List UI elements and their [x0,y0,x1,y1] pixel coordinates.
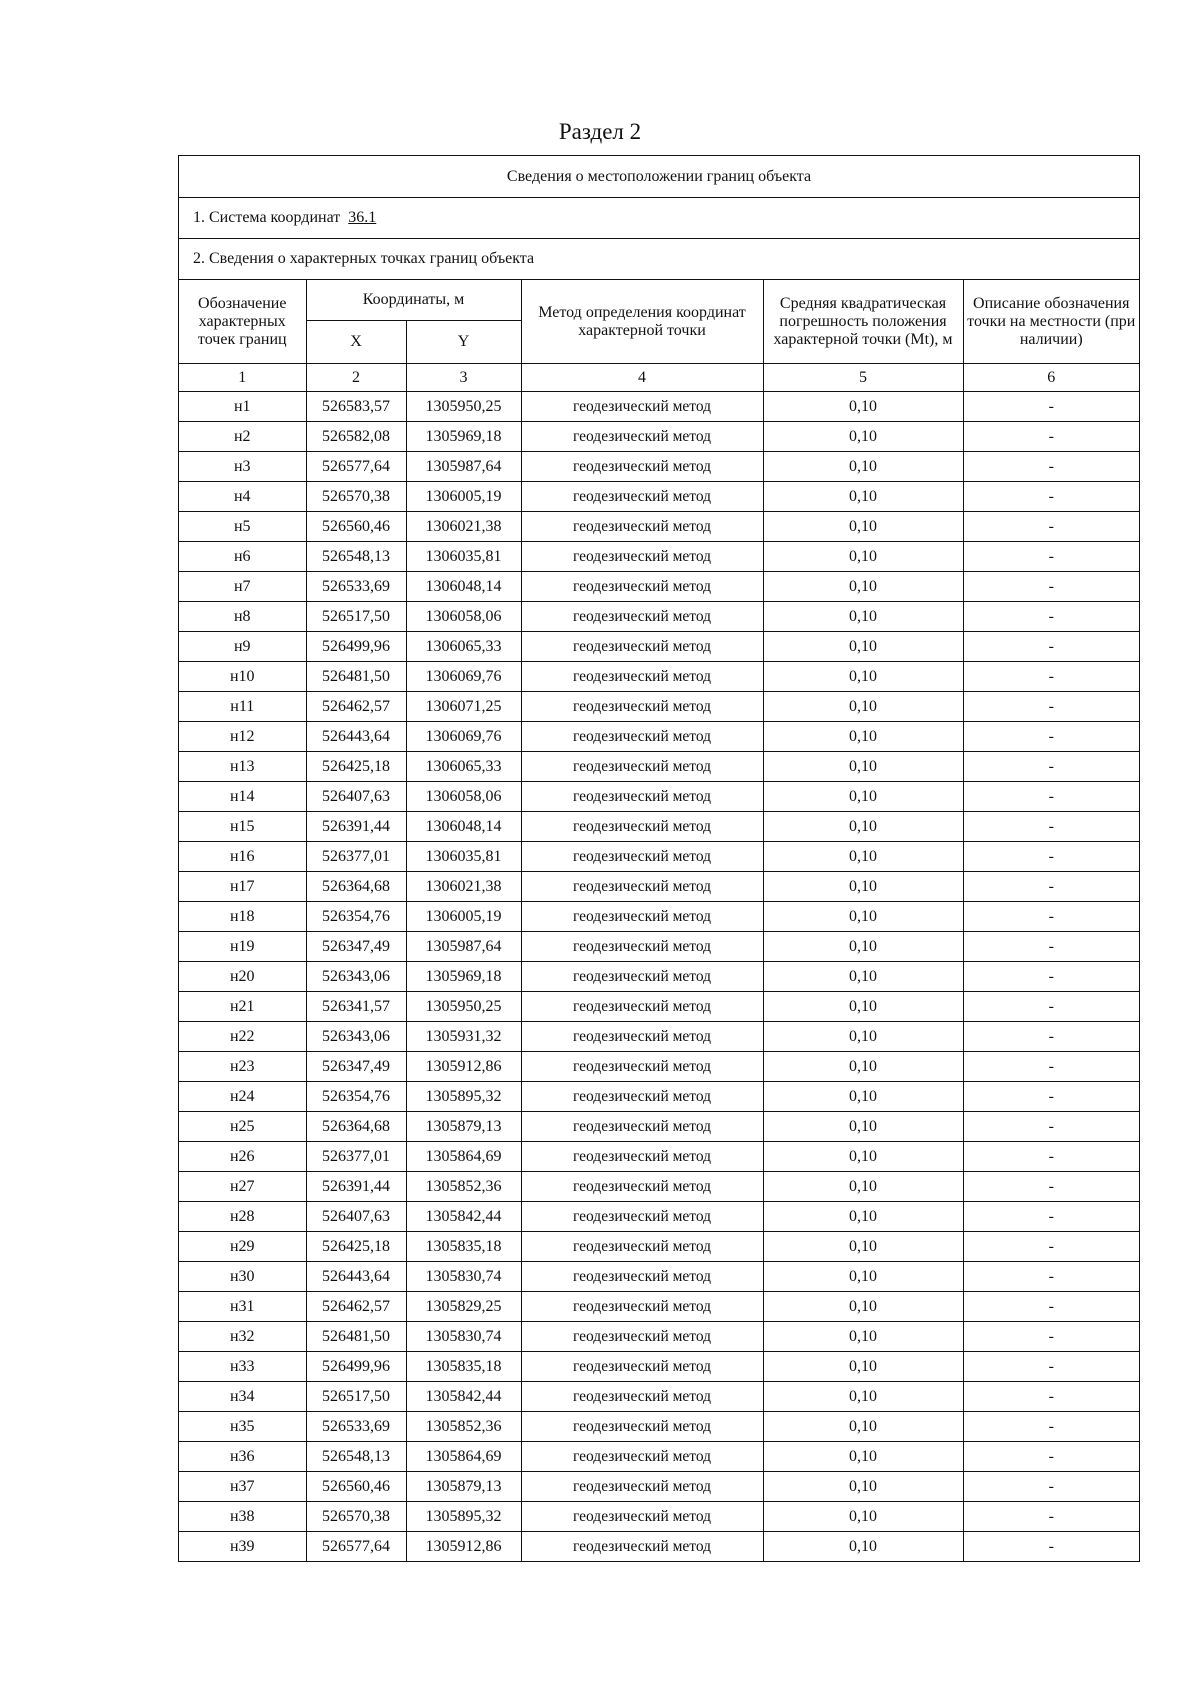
description-cell: - [963,1532,1139,1562]
method-cell: геодезический метод [521,1352,763,1382]
description-cell: - [963,632,1139,662]
table-row [179,1052,1139,1082]
coord-x-cell: 526354,76 [306,902,406,932]
method-cell: геодезический метод [521,392,763,422]
header-error: Средняя квадратическая погрешность положения характерной точки (Mt), м [763,280,963,364]
point-id-cell: н24 [179,1082,306,1112]
point-id-cell: н18 [179,902,306,932]
table-row [179,692,1139,722]
coord-x-cell: 526364,68 [306,872,406,902]
point-id-cell: н37 [179,1472,306,1502]
error-mt-cell: 0,10 [763,1202,963,1232]
coord-x-cell: 526425,18 [306,752,406,782]
error-mt-cell: 0,10 [763,1172,963,1202]
method-cell: геодезический метод [521,1412,763,1442]
coord-x-cell: 526583,57 [306,392,406,422]
coord-y-cell: 1305852,36 [406,1412,521,1442]
point-id-cell: н27 [179,1172,306,1202]
method-cell: геодезический метод [521,932,763,962]
method-cell: геодезический метод [521,842,763,872]
point-id-cell: н36 [179,1442,306,1472]
coord-x-cell: 526407,63 [306,1202,406,1232]
coord-x-cell: 526377,01 [306,842,406,872]
error-mt-cell: 0,10 [763,902,963,932]
coord-y-cell: 1305895,32 [406,1502,521,1532]
coord-y-cell: 1305969,18 [406,962,521,992]
error-mt-cell: 0,10 [763,752,963,782]
table-row [179,1352,1139,1382]
coord-y-cell: 1306069,76 [406,662,521,692]
table-row [179,422,1139,452]
description-cell: - [963,752,1139,782]
description-cell: - [963,1502,1139,1532]
coord-y-cell: 1305852,36 [406,1172,521,1202]
coordinate-system-value: 36.1 [348,209,377,226]
table-row [179,542,1139,572]
coord-x-cell: 526462,57 [306,1292,406,1322]
method-cell: геодезический метод [521,1262,763,1292]
description-cell: - [963,782,1139,812]
coord-y-cell: 1306069,76 [406,722,521,752]
method-cell: геодезический метод [521,542,763,572]
method-cell: геодезический метод [521,1112,763,1142]
method-cell: геодезический метод [521,1292,763,1322]
coord-x-cell: 526548,13 [306,1442,406,1472]
method-cell: геодезический метод [521,482,763,512]
description-cell: - [963,722,1139,752]
coordinate-system-line [179,198,1139,239]
error-mt-cell: 0,10 [763,1502,963,1532]
coord-x-cell: 526560,46 [306,1472,406,1502]
description-cell: - [963,452,1139,482]
column-number: 6 [963,364,1139,392]
table-row [179,1532,1139,1562]
point-id-cell: н8 [179,602,306,632]
description-cell: - [963,572,1139,602]
table-row [179,1472,1139,1502]
coord-y-cell: 1305931,32 [406,1022,521,1052]
description-cell: - [963,1112,1139,1142]
error-mt-cell: 0,10 [763,932,963,962]
point-id-cell: н13 [179,752,306,782]
coord-x-cell: 526577,64 [306,452,406,482]
table-row [179,1412,1139,1442]
point-id-cell: н10 [179,662,306,692]
method-cell: геодезический метод [521,1082,763,1112]
description-cell: - [963,992,1139,1022]
error-mt-cell: 0,10 [763,872,963,902]
table-row [179,1382,1139,1412]
method-cell: геодезический метод [521,1052,763,1082]
coord-y-cell: 1305830,74 [406,1322,521,1352]
point-id-cell: н21 [179,992,306,1022]
error-mt-cell: 0,10 [763,1142,963,1172]
table-row [179,512,1139,542]
error-mt-cell: 0,10 [763,422,963,452]
description-cell: - [963,1322,1139,1352]
method-cell: геодезический метод [521,1322,763,1352]
point-id-cell: н31 [179,1292,306,1322]
method-cell: геодезический метод [521,782,763,812]
error-mt-cell: 0,10 [763,452,963,482]
description-cell: - [963,1172,1139,1202]
table-row [179,1442,1139,1472]
point-id-cell: н38 [179,1502,306,1532]
point-id-cell: н12 [179,722,306,752]
point-id-cell: н35 [179,1412,306,1442]
method-cell: геодезический метод [521,872,763,902]
error-mt-cell: 0,10 [763,692,963,722]
point-id-cell: н20 [179,962,306,992]
point-id-cell: н25 [179,1112,306,1142]
point-id-cell: н28 [179,1202,306,1232]
method-cell: геодезический метод [521,752,763,782]
points-table [179,280,1139,1561]
method-cell: геодезический метод [521,1022,763,1052]
header-x: X [306,321,406,364]
coord-x-cell: 526347,49 [306,932,406,962]
method-cell: геодезический метод [521,452,763,482]
points-table-body [179,392,1139,1562]
point-id-cell: н15 [179,812,306,842]
coord-y-cell: 1305969,18 [406,422,521,452]
column-number: 2 [306,364,406,392]
coord-y-cell: 1305912,86 [406,1052,521,1082]
method-cell: геодезический метод [521,1532,763,1562]
table-row [179,602,1139,632]
coord-x-cell: 526443,64 [306,722,406,752]
description-cell: - [963,1082,1139,1112]
description-cell: - [963,1472,1139,1502]
point-id-cell: н7 [179,572,306,602]
table-row [179,722,1139,752]
description-cell: - [963,542,1139,572]
coord-y-cell: 1305829,25 [406,1292,521,1322]
coord-x-cell: 526391,44 [306,812,406,842]
coord-x-cell: 526570,38 [306,482,406,512]
coord-y-cell: 1305879,13 [406,1472,521,1502]
header-y: Y [406,321,521,364]
coord-y-cell: 1305864,69 [406,1442,521,1472]
column-number: 5 [763,364,963,392]
error-mt-cell: 0,10 [763,1352,963,1382]
method-cell: геодезический метод [521,1142,763,1172]
description-cell: - [963,422,1139,452]
error-mt-cell: 0,10 [763,1112,963,1142]
point-id-cell: н9 [179,632,306,662]
error-mt-cell: 0,10 [763,512,963,542]
method-cell: геодезический метод [521,722,763,752]
coord-y-cell: 1305895,32 [406,1082,521,1112]
method-cell: геодезический метод [521,512,763,542]
point-id-cell: н39 [179,1532,306,1562]
method-cell: геодезический метод [521,902,763,932]
method-cell: геодезический метод [521,422,763,452]
description-cell: - [963,1412,1139,1442]
coord-y-cell: 1305987,64 [406,932,521,962]
point-id-cell: н32 [179,1322,306,1352]
boundary-info-sheet [178,155,1140,1562]
description-cell: - [963,902,1139,932]
coord-y-cell: 1306021,38 [406,872,521,902]
header-point: Обозначение характерных точек границ [179,280,306,364]
method-cell: геодезический метод [521,992,763,1022]
table-row [179,662,1139,692]
coord-y-cell: 1306005,19 [406,482,521,512]
error-mt-cell: 0,10 [763,1082,963,1112]
header-description: Описание обозначения точки на местности (при наличии) [963,280,1139,364]
point-id-cell: н22 [179,1022,306,1052]
table-row [179,1172,1139,1202]
coord-x-cell: 526570,38 [306,1502,406,1532]
method-cell: геодезический метод [521,1382,763,1412]
table-row [179,1202,1139,1232]
point-id-cell: н4 [179,482,306,512]
error-mt-cell: 0,10 [763,1472,963,1502]
point-id-cell: н5 [179,512,306,542]
coordinate-system-label: 1. Система координат [193,209,341,226]
coord-y-cell: 1306065,33 [406,632,521,662]
description-cell: - [963,842,1139,872]
coord-y-cell: 1306005,19 [406,902,521,932]
point-id-cell: н26 [179,1142,306,1172]
coord-y-cell: 1305842,44 [406,1202,521,1232]
error-mt-cell: 0,10 [763,782,963,812]
table-row [179,1022,1139,1052]
coord-y-cell: 1305835,18 [406,1232,521,1262]
column-number: 3 [406,364,521,392]
method-cell: геодезический метод [521,962,763,992]
description-cell: - [963,602,1139,632]
table-row [179,752,1139,782]
coord-y-cell: 1305864,69 [406,1142,521,1172]
point-id-cell: н30 [179,1262,306,1292]
error-mt-cell: 0,10 [763,602,963,632]
point-id-cell: н1 [179,392,306,422]
error-mt-cell: 0,10 [763,1412,963,1442]
coord-x-cell: 526533,69 [306,572,406,602]
point-id-cell: н11 [179,692,306,722]
point-id-cell: н3 [179,452,306,482]
method-cell: геодезический метод [521,662,763,692]
coord-y-cell: 1306021,38 [406,512,521,542]
method-cell: геодезический метод [521,1502,763,1532]
method-cell: геодезический метод [521,692,763,722]
coord-y-cell: 1306071,25 [406,692,521,722]
table-row [179,872,1139,902]
description-cell: - [963,932,1139,962]
coord-x-cell: 526582,08 [306,422,406,452]
point-id-cell: н6 [179,542,306,572]
coord-y-cell: 1305987,64 [406,452,521,482]
description-cell: - [963,812,1139,842]
table-row [179,1142,1139,1172]
point-id-cell: н34 [179,1382,306,1412]
description-cell: - [963,1262,1139,1292]
point-id-cell: н17 [179,872,306,902]
coord-y-cell: 1305912,86 [406,1532,521,1562]
coord-y-cell: 1306065,33 [406,752,521,782]
description-cell: - [963,482,1139,512]
method-cell: геодезический метод [521,1202,763,1232]
description-cell: - [963,1022,1139,1052]
description-cell: - [963,872,1139,902]
method-cell: геодезический метод [521,812,763,842]
coord-y-cell: 1305950,25 [406,992,521,1022]
table-row [179,842,1139,872]
error-mt-cell: 0,10 [763,482,963,512]
table-row [179,572,1139,602]
coord-y-cell: 1306035,81 [406,542,521,572]
error-mt-cell: 0,10 [763,1022,963,1052]
point-id-cell: н19 [179,932,306,962]
error-mt-cell: 0,10 [763,962,963,992]
coord-x-cell: 526577,64 [306,1532,406,1562]
method-cell: геодезический метод [521,1442,763,1472]
error-mt-cell: 0,10 [763,1262,963,1292]
table-row [179,812,1139,842]
description-cell: - [963,962,1139,992]
table-row [179,782,1139,812]
point-id-cell: н29 [179,1232,306,1262]
description-cell: - [963,662,1139,692]
error-mt-cell: 0,10 [763,1322,963,1352]
header-coordinates: Координаты, м [306,280,521,321]
point-id-cell: н2 [179,422,306,452]
method-cell: геодезический метод [521,1472,763,1502]
point-id-cell: н14 [179,782,306,812]
coord-x-cell: 526499,96 [306,632,406,662]
coord-y-cell: 1306048,14 [406,572,521,602]
coord-x-cell: 526462,57 [306,692,406,722]
description-cell: - [963,1352,1139,1382]
error-mt-cell: 0,10 [763,572,963,602]
table-row [179,1262,1139,1292]
table-row [179,1292,1139,1322]
coord-x-cell: 526425,18 [306,1232,406,1262]
table-row [179,992,1139,1022]
error-mt-cell: 0,10 [763,1292,963,1322]
column-numbers-row [179,364,1139,392]
error-mt-cell: 0,10 [763,812,963,842]
points-heading: 2. Сведения о характерных точках границ объекта [179,239,1139,280]
coord-y-cell: 1305842,44 [406,1382,521,1412]
coord-x-cell: 526481,50 [306,662,406,692]
table-row [179,962,1139,992]
error-mt-cell: 0,10 [763,1532,963,1562]
coord-x-cell: 526560,46 [306,512,406,542]
coord-x-cell: 526443,64 [306,1262,406,1292]
description-cell: - [963,1142,1139,1172]
description-cell: - [963,1232,1139,1262]
method-cell: геодезический метод [521,602,763,632]
column-number: 1 [179,364,306,392]
coord-x-cell: 526517,50 [306,1382,406,1412]
coord-x-cell: 526517,50 [306,602,406,632]
coord-x-cell: 526499,96 [306,1352,406,1382]
description-cell: - [963,1052,1139,1082]
coord-x-cell: 526377,01 [306,1142,406,1172]
coord-x-cell: 526343,06 [306,1022,406,1052]
table-row [179,1112,1139,1142]
coord-y-cell: 1305830,74 [406,1262,521,1292]
coord-y-cell: 1305879,13 [406,1112,521,1142]
description-cell: - [963,692,1139,722]
point-id-cell: н16 [179,842,306,872]
table-row [179,452,1139,482]
error-mt-cell: 0,10 [763,1382,963,1412]
error-mt-cell: 0,10 [763,662,963,692]
coord-y-cell: 1306048,14 [406,812,521,842]
coord-x-cell: 526343,06 [306,962,406,992]
header-method: Метод определения координат характерной точки [521,280,763,364]
table-row [179,392,1139,422]
description-cell: - [963,392,1139,422]
coord-x-cell: 526341,57 [306,992,406,1022]
coord-y-cell: 1306058,06 [406,602,521,632]
table-row [179,1322,1139,1352]
method-cell: геодезический метод [521,1232,763,1262]
description-cell: - [963,1382,1139,1412]
coord-x-cell: 526407,63 [306,782,406,812]
coord-x-cell: 526391,44 [306,1172,406,1202]
description-cell: - [963,512,1139,542]
table-row [179,932,1139,962]
coord-x-cell: 526481,50 [306,1322,406,1352]
table-row [179,632,1139,662]
error-mt-cell: 0,10 [763,722,963,752]
error-mt-cell: 0,10 [763,1052,963,1082]
table-row [179,1232,1139,1262]
table-row [179,1082,1139,1112]
column-number: 4 [521,364,763,392]
method-cell: геодезический метод [521,632,763,662]
coord-y-cell: 1305835,18 [406,1352,521,1382]
coord-x-cell: 526364,68 [306,1112,406,1142]
coord-y-cell: 1306058,06 [406,782,521,812]
coord-x-cell: 526533,69 [306,1412,406,1442]
description-cell: - [963,1292,1139,1322]
page-title: Раздел 2 [558,119,642,144]
coord-y-cell: 1306035,81 [406,842,521,872]
error-mt-cell: 0,10 [763,1442,963,1472]
table-row [179,482,1139,512]
error-mt-cell: 0,10 [763,992,963,1022]
point-id-cell: н23 [179,1052,306,1082]
method-cell: геодезический метод [521,1172,763,1202]
coord-y-cell: 1305950,25 [406,392,521,422]
description-cell: - [963,1442,1139,1472]
coord-x-cell: 526548,13 [306,542,406,572]
coord-x-cell: 526347,49 [306,1052,406,1082]
table-row [179,1502,1139,1532]
section-heading: Сведения о местоположении границ объекта [179,156,1139,198]
point-id-cell: н33 [179,1352,306,1382]
method-cell: геодезический метод [521,572,763,602]
error-mt-cell: 0,10 [763,1232,963,1262]
description-cell: - [963,1202,1139,1232]
error-mt-cell: 0,10 [763,632,963,662]
table-row [179,902,1139,932]
error-mt-cell: 0,10 [763,542,963,572]
error-mt-cell: 0,10 [763,392,963,422]
error-mt-cell: 0,10 [763,842,963,872]
coord-x-cell: 526354,76 [306,1082,406,1112]
